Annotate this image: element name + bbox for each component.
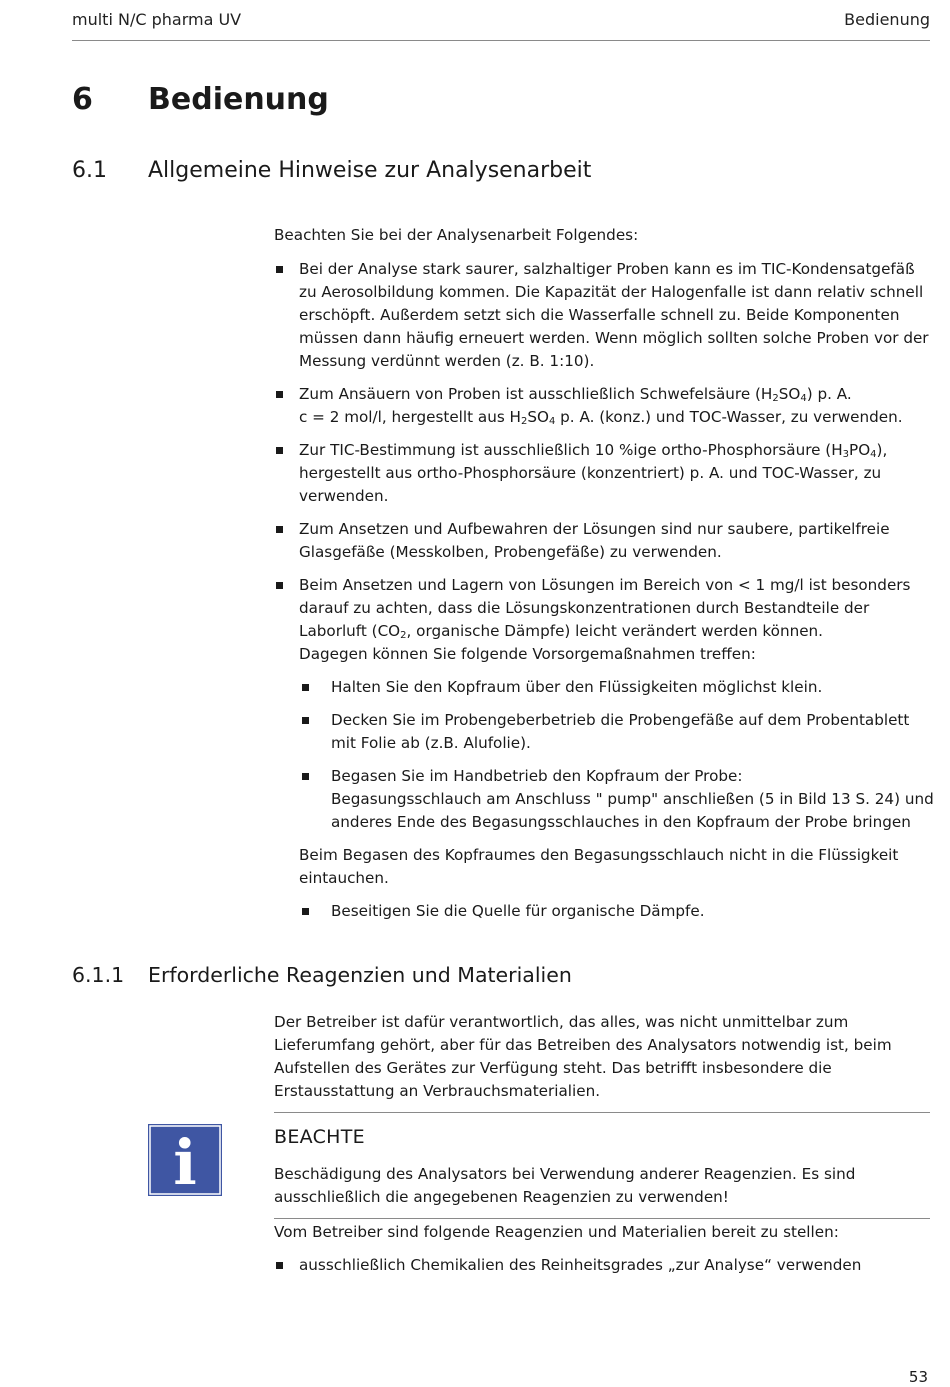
list-item: Bei der Analyse stark saurer, salzhaltiger Proben kann es im TIC-Kondensatgefäß zu Aerosolbildung kommen. Die Kapazität der Halogenfalle ist dann relativ schnell erschöpft. Außerdem setzt sich die Wasserfalle schnell zu. Beide Komponenten müssen dann häufig erneuert werden. Wenn möglich sollten solche Proben vor der Messung verdünnt werden (z. B. 1:10). bbox=[274, 258, 934, 373]
section-heading bbox=[72, 158, 591, 183]
subsection-title: Erforderliche Reagenzien und Materialien bbox=[148, 963, 572, 987]
intro-paragraph: Beachten Sie bei der Analysenarbeit Folgendes: bbox=[274, 226, 639, 244]
precautions-sublist-continued bbox=[299, 900, 934, 923]
list-item: ausschließlich Chemikalien des Reinheitsgrades „zur Analyse“ verwenden bbox=[274, 1254, 934, 1277]
running-header-title: multi N/C pharma UV bbox=[72, 10, 242, 29]
note-text: Beschädigung des Analysators bei Verwendung anderer Reagenzien. Es sind ausschließlich die angegebenen Reagenzien zu verwenden! bbox=[274, 1165, 856, 1206]
sub-list-item: Halten Sie den Kopfraum über den Flüssigkeiten möglichst klein. bbox=[299, 676, 934, 699]
precautions-sublist bbox=[299, 676, 934, 834]
operator-paragraph: Der Betreiber ist dafür verantwortlich, das alles, was nicht unmittelbar zum Lieferumfang gehört, aber für das Betreiben des Analysators notwendig ist, beim Aufstellen des Gerätes zur Verfügung steht. Das betrifft insbesondere die Erstausstattung an Verbrauchsmaterialien. bbox=[274, 1013, 892, 1100]
list-item: Zum Ansäuern von Proben ist ausschließlich Schwefelsäure $(H_2SO_4)$ p. A. c = 2 mol/l, hergestellt aus $H_2SO_4$ p. A. (konz.) und TOC-Wasser, zu verwenden. bbox=[274, 383, 934, 429]
subsection-heading bbox=[72, 963, 572, 987]
note-bottom-divider bbox=[274, 1218, 930, 1219]
chapter-number: 6 bbox=[72, 82, 93, 117]
gas-note-paragraph: Beim Begasen des Kopfraumes den Begasungsschlauch nicht in die Flüssigkeit eintauchen. bbox=[299, 846, 899, 887]
list-item: Zum Ansetzen und Aufbewahren der Lösungen sind nur saubere, partikelfreie Glasgefäße (Messkolben, Probengefäße) zu verwenden. bbox=[274, 518, 934, 564]
note-top-divider bbox=[274, 1112, 930, 1113]
section-title: Allgemeine Hinweise zur Analysenarbeit bbox=[148, 158, 592, 183]
section-number: 6.1 bbox=[72, 158, 107, 183]
note-title: BEACHTE bbox=[274, 1126, 365, 1148]
subsection-number: 6.1.1 bbox=[72, 963, 125, 987]
info-icon bbox=[148, 1124, 222, 1196]
chapter-heading bbox=[72, 82, 329, 117]
list-item: Zur TIC-Bestimmung ist ausschließlich 10 %ige ortho-Phosphorsäure $(H_3PO_4)$, hergestellt aus ortho-Phosphorsäure (konzentriert) p. A. und TOC-Wasser, zu verwenden. bbox=[274, 439, 934, 508]
materials-list bbox=[274, 1254, 934, 1287]
page-number: 53 bbox=[908, 1368, 928, 1386]
header-divider bbox=[72, 40, 930, 41]
list-item: Beim Ansetzen und Lagern von Lösungen im Bereich von < 1 mg/l ist besonders darauf zu achten, dass die Lösungskonzentrationen durch Bestandteile der Laborluft ($CO_2$, organische Dämpfe) leicht verändert werden können. Dagegen können Sie folgende Vorsorgemaßnahmen treffen: Halten Sie den Kopfraum über den Flüssigkeiten möglichst klein. Decken Sie im Probengeberbetrieb die Probengefäße auf dem Probentablett mit Folie ab (z.B. Alufolie). Begasen Sie im Handbetrieb den Kopfraum der Probe: Begasungsschlauch am Anschluss " pump" anschließen (5 in Bild 13 S. 24) und anderes Ende des Begasungsschlauches in den Kopfraum der Probe bringen Beim Begasen des Kopfraumes den Begasungsschlauch nicht in die Flüssigkeit eintauchen. Beseitigen Sie die Quelle für organische Dämpfe. bbox=[274, 574, 934, 923]
svg-text:i: i bbox=[173, 1126, 197, 1196]
hints-list bbox=[274, 258, 934, 933]
sub-list-item: Decken Sie im Probengeberbetrieb die Probengefäße auf dem Probentablett mit Folie ab (z.B. Alufolie). bbox=[299, 709, 934, 755]
sub-list-item: Beseitigen Sie die Quelle für organische Dämpfe. bbox=[299, 900, 934, 923]
sub-list-item: Begasen Sie im Handbetrieb den Kopfraum der Probe: Begasungsschlauch am Anschluss " pump" anschließen (5 in Bild 13 S. 24) und anderes Ende des Begasungsschlauches in den Kopfraum der Probe bringen bbox=[299, 765, 934, 834]
running-header-chapter: Bedienung bbox=[844, 10, 930, 29]
chapter-title: Bedienung bbox=[148, 82, 329, 117]
materials-intro: Vom Betreiber sind folgende Reagenzien und Materialien bereit zu stellen: bbox=[274, 1223, 839, 1241]
